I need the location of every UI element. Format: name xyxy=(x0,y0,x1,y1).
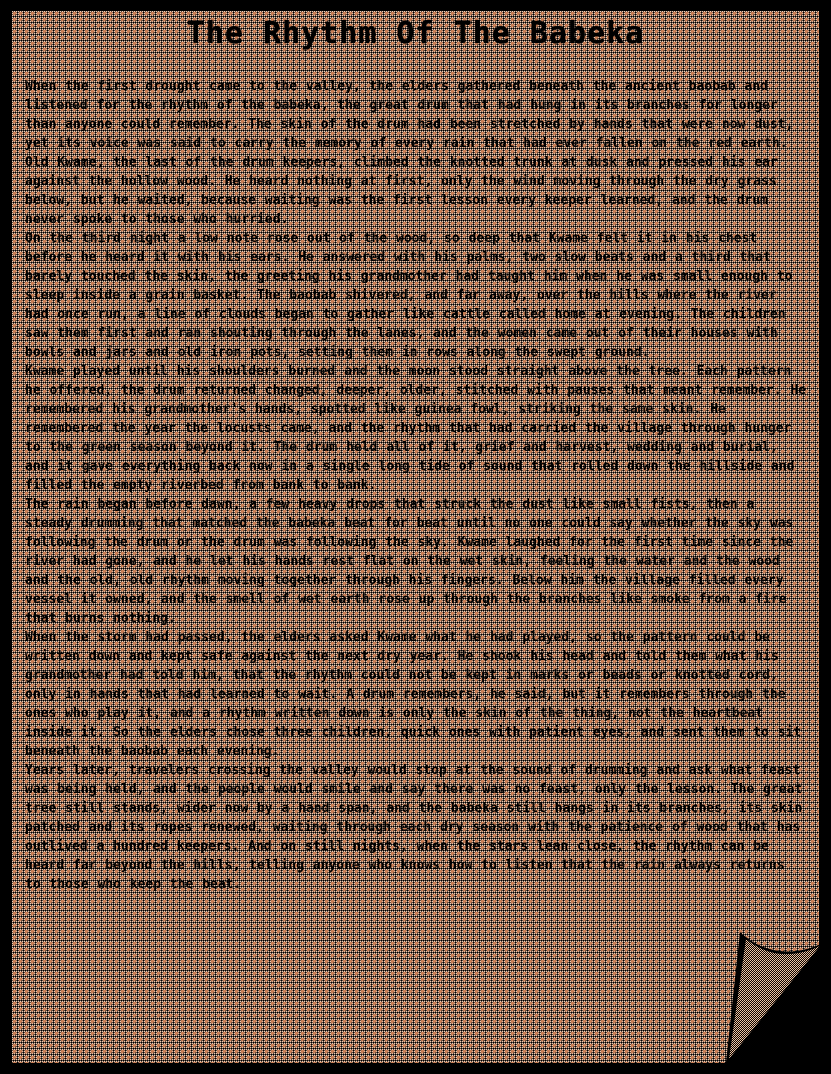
page-title: The Rhythm Of The Babeka xyxy=(186,16,645,51)
body-paragraph: The rain began before dawn, a few heavy drops that struck the dust like small fists, then a steady drumming that matched the babeka beat for beat until no one could say whether the sky was following the drum or the drum was following the sky. Kwame laughed for the first time since the river had gone, and he let his hands rest flat on the wet skin, feeling the water and the wood and the old, old rhythm moving together through his fingers. Below him the village filled every vessel it owned, and the smell of wet earth rose up through the branches like smoke from a fire that burns nothing. xyxy=(25,497,794,626)
body-paragraph: Kwame played until his shoulders burned and the moon stood straight above the tree. Each pattern he offered, the drum returned changed, deeper, older, stitched with pauses that meant remember. He remembered his grandmother's hands, spotted like guinea fowl, striking the same skin. He remembered the year the locusts came, and the rhythm that had carried the village through hunger to the green season beyond it. The drum held all of it, grief and harvest, wedding and burial, and it gave everything back now in a single long tide of sound that rolled down the hillside and filled the empty riverbed from bank to bank. xyxy=(25,364,807,493)
dithered-page xyxy=(12,11,819,1063)
body-paragraph: When the storm had passed, the elders asked Kwame what he had played, so the pattern could be written down and kept safe against the next dry year. He shook his head and told them what his grandmother had told him, that the rhythm could not be kept in marks or beads or knotted cord, only in hands that had learned to wait. A drum remembers, he said, but it remembers through the ones who play it, and a rhythm written down is only the skin of the thing, not the heartbeat inside it. So the elders chose three children, quick ones with patient eyes, and sent them to sit beneath the baobab each evening. xyxy=(25,630,802,759)
body-paragraph: Years later, travelers crossing the valley would stop at the sound of drumming and ask what feast was being held, and the people would smile and say there was no feast, only the lesson. The great tree still stands, wider now by a hand span, and the babeka still hangs in its branches, its skin patched and its ropes renewed, waiting through each dry season with the patience of wood that has outlived a hundred keepers. And on still nights, when the stars lean close, the rhythm can be heard far beyond the hills, telling anyone who knows how to listen that the rain always returns to those who keep the beat. xyxy=(25,763,803,892)
body-paragraph: When the first drought came to the valley, the elders gathered beneath the ancient baobab and listened for the rhythm of the babeka, the great drum that had hung in its branches for longer than anyone could remember. The skin of the drum had been stretched by hands that were now dust, yet its voice was said to carry the memory of every rain that had ever fallen on the red earth. Old Kwame, the last of the drum keepers, climbed the knotted trunk at dusk and pressed his ear against the hollow wood. He heard nothing at first, only the wind moving through the dry grass below, but he waited, because waiting was the first lesson every keeper learned, and the drum never spoke to those who hurried. xyxy=(25,79,794,227)
body-paragraph: On the third night a low note rose out of the wood, so deep that Kwame felt it in his chest before he heard it with his ears. He answered with his palms, two slow beats and a third that barely touched the skin, the greeting his grandmother had taught him when he was small enough to sleep inside a grain basket. The baobab shivered, and far away, over the hills where the river had once run, a line of clouds began to gather like cattle called home at evening. The children saw them first and ran shouting through the lanes, and the women came out of their houses with bowls and jars and old iron pots, setting them in rows along the swept ground. xyxy=(25,231,793,360)
document-body-text xyxy=(25,77,807,941)
